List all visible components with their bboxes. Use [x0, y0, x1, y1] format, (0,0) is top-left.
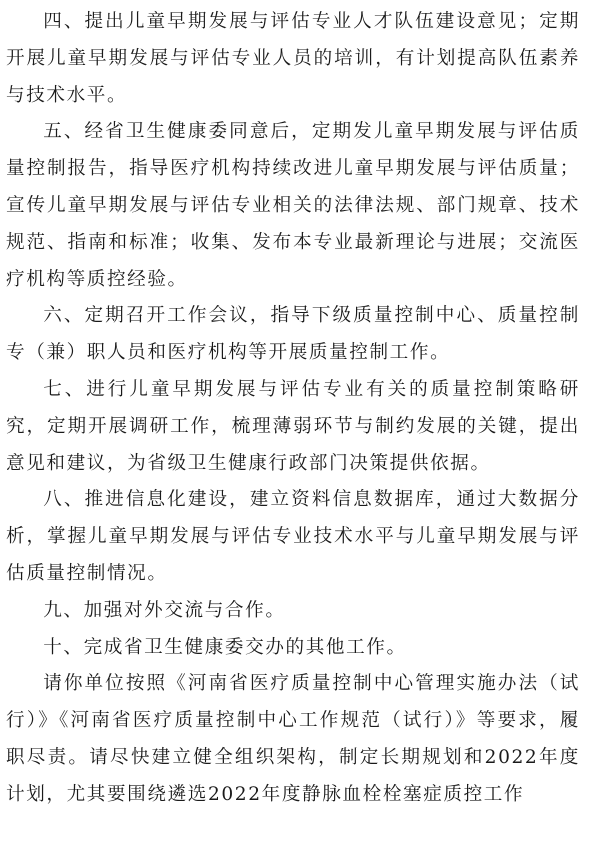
paragraph-item-5: 五、经省卫生健康委同意后，定期发儿童早期发展与评估质量控制报告，指导医疗机构持续改进儿童早期发展与评估质量；宣传儿童早期发展与评估专业相关的法律法规、部门规章、技术规范、指南和标准；收集、发布本专业最新理论与进展；交流医疗机构等质控经验。	[6, 121, 580, 290]
paragraph-item-7: 七、进行儿童早期发展与评估专业有关的质量控制策略研究，定期开展调研工作，梳理薄弱环节与制约发展的关键，提出意见和建议，为省级卫生健康行政部门决策提供依据。	[6, 378, 580, 474]
paragraph-item-10: 十、完成省卫生健康委交办的其他工作。	[43, 636, 407, 658]
paragraph-item-6: 六、定期召开工作会议，指导下级质量控制中心、质量控制专（兼）职人员和医疗机构等开展质量控制工作。	[6, 305, 580, 364]
paragraph-request: 请你单位按照《河南省医疗质量控制中心管理实施办法（试行）》《河南省医疗质量控制中心工作规范（试行）》等要求，履职尽责。请尽快建立健全组织架构，制定长期规划和2022年度计划，尤其要围绕遴选2022年度静脉血栓栓塞症质控工作	[6, 673, 580, 805]
paragraph-item-9: 九、加强对外交流与合作。	[43, 599, 286, 621]
paragraph-item-8: 八、推进信息化建设，建立资料信息数据库，通过大数据分析，掌握儿童早期发展与评估专业技术水平与儿童早期发展与评估质量控制情况。	[6, 489, 580, 584]
paragraph-item-4: 四、提出儿童早期发展与评估专业人才队伍建设意见；定期开展儿童早期发展与评估专业人员的培训，有计划提高队伍素养与技术水平。	[6, 11, 580, 106]
